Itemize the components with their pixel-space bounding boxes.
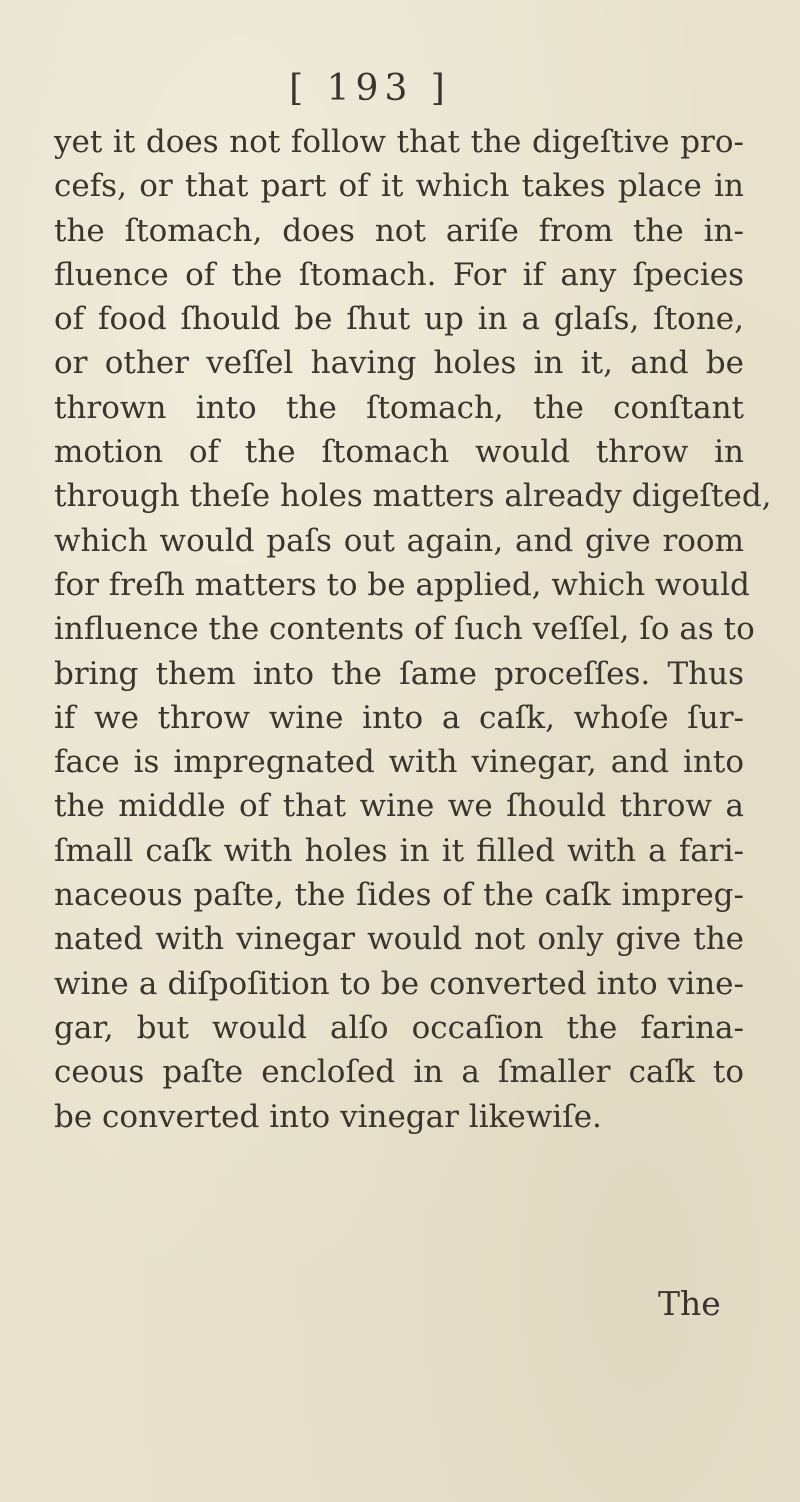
body-text: [54, 120, 772, 1139]
text-line: the middle of that wine we ſhould throw a: [54, 788, 744, 825]
text-line: fluence of the ſtomach. For if any ſpecies: [54, 256, 744, 293]
text-line: the ſtomach, does not ariſe from the in-: [54, 212, 744, 249]
text-line: cefs, or that part of it which takes place in: [54, 168, 744, 205]
catchword: The: [658, 1284, 721, 1323]
text-line: for freſh matters to be applied, which would: [54, 566, 750, 603]
text-line: if we throw wine into a caſk, whoſe ſur-: [54, 699, 744, 736]
text-line: through theſe holes matters already digeſted,: [54, 478, 772, 515]
text-line: nated with vinegar would not only give the: [54, 921, 744, 958]
text-line: face is impregnated with vinegar, and into: [54, 744, 744, 781]
text-line: influence the contents of ſuch veſſel, ſo as to: [54, 611, 755, 648]
text-line: wine a diſpoſition to be converted into vine-: [54, 965, 744, 1002]
text-line: which would paſs out again, and give room: [54, 522, 744, 559]
text-line: motion of the ſtomach would throw in: [54, 434, 744, 471]
text-line: of food ſhould be ſhut up in a glaſs, ſtone,: [54, 301, 744, 338]
text-line: or other veſſel having holes in it, and be: [54, 345, 744, 382]
text-line: bring them into the ſame proceſſes. Thus: [54, 655, 744, 692]
text-line: ceous paſte encloſed in a ſmaller caſk to: [54, 1054, 744, 1091]
text-line: ſmall caſk with holes in it filled with a fari-: [54, 832, 744, 869]
text-line: yet it does not follow that the digeſtive pro-: [54, 124, 744, 160]
text-line: be converted into vinegar likewiſe.: [54, 1098, 602, 1135]
text-line: naceous paſte, the ſides of the caſk impreg-: [54, 877, 744, 914]
text-line: gar, but would alſo occaſion the farina-: [54, 1009, 744, 1046]
page-number: [ 193 ]: [289, 68, 451, 109]
text-line: thrown into the ſtomach, the conſtant: [54, 389, 744, 426]
